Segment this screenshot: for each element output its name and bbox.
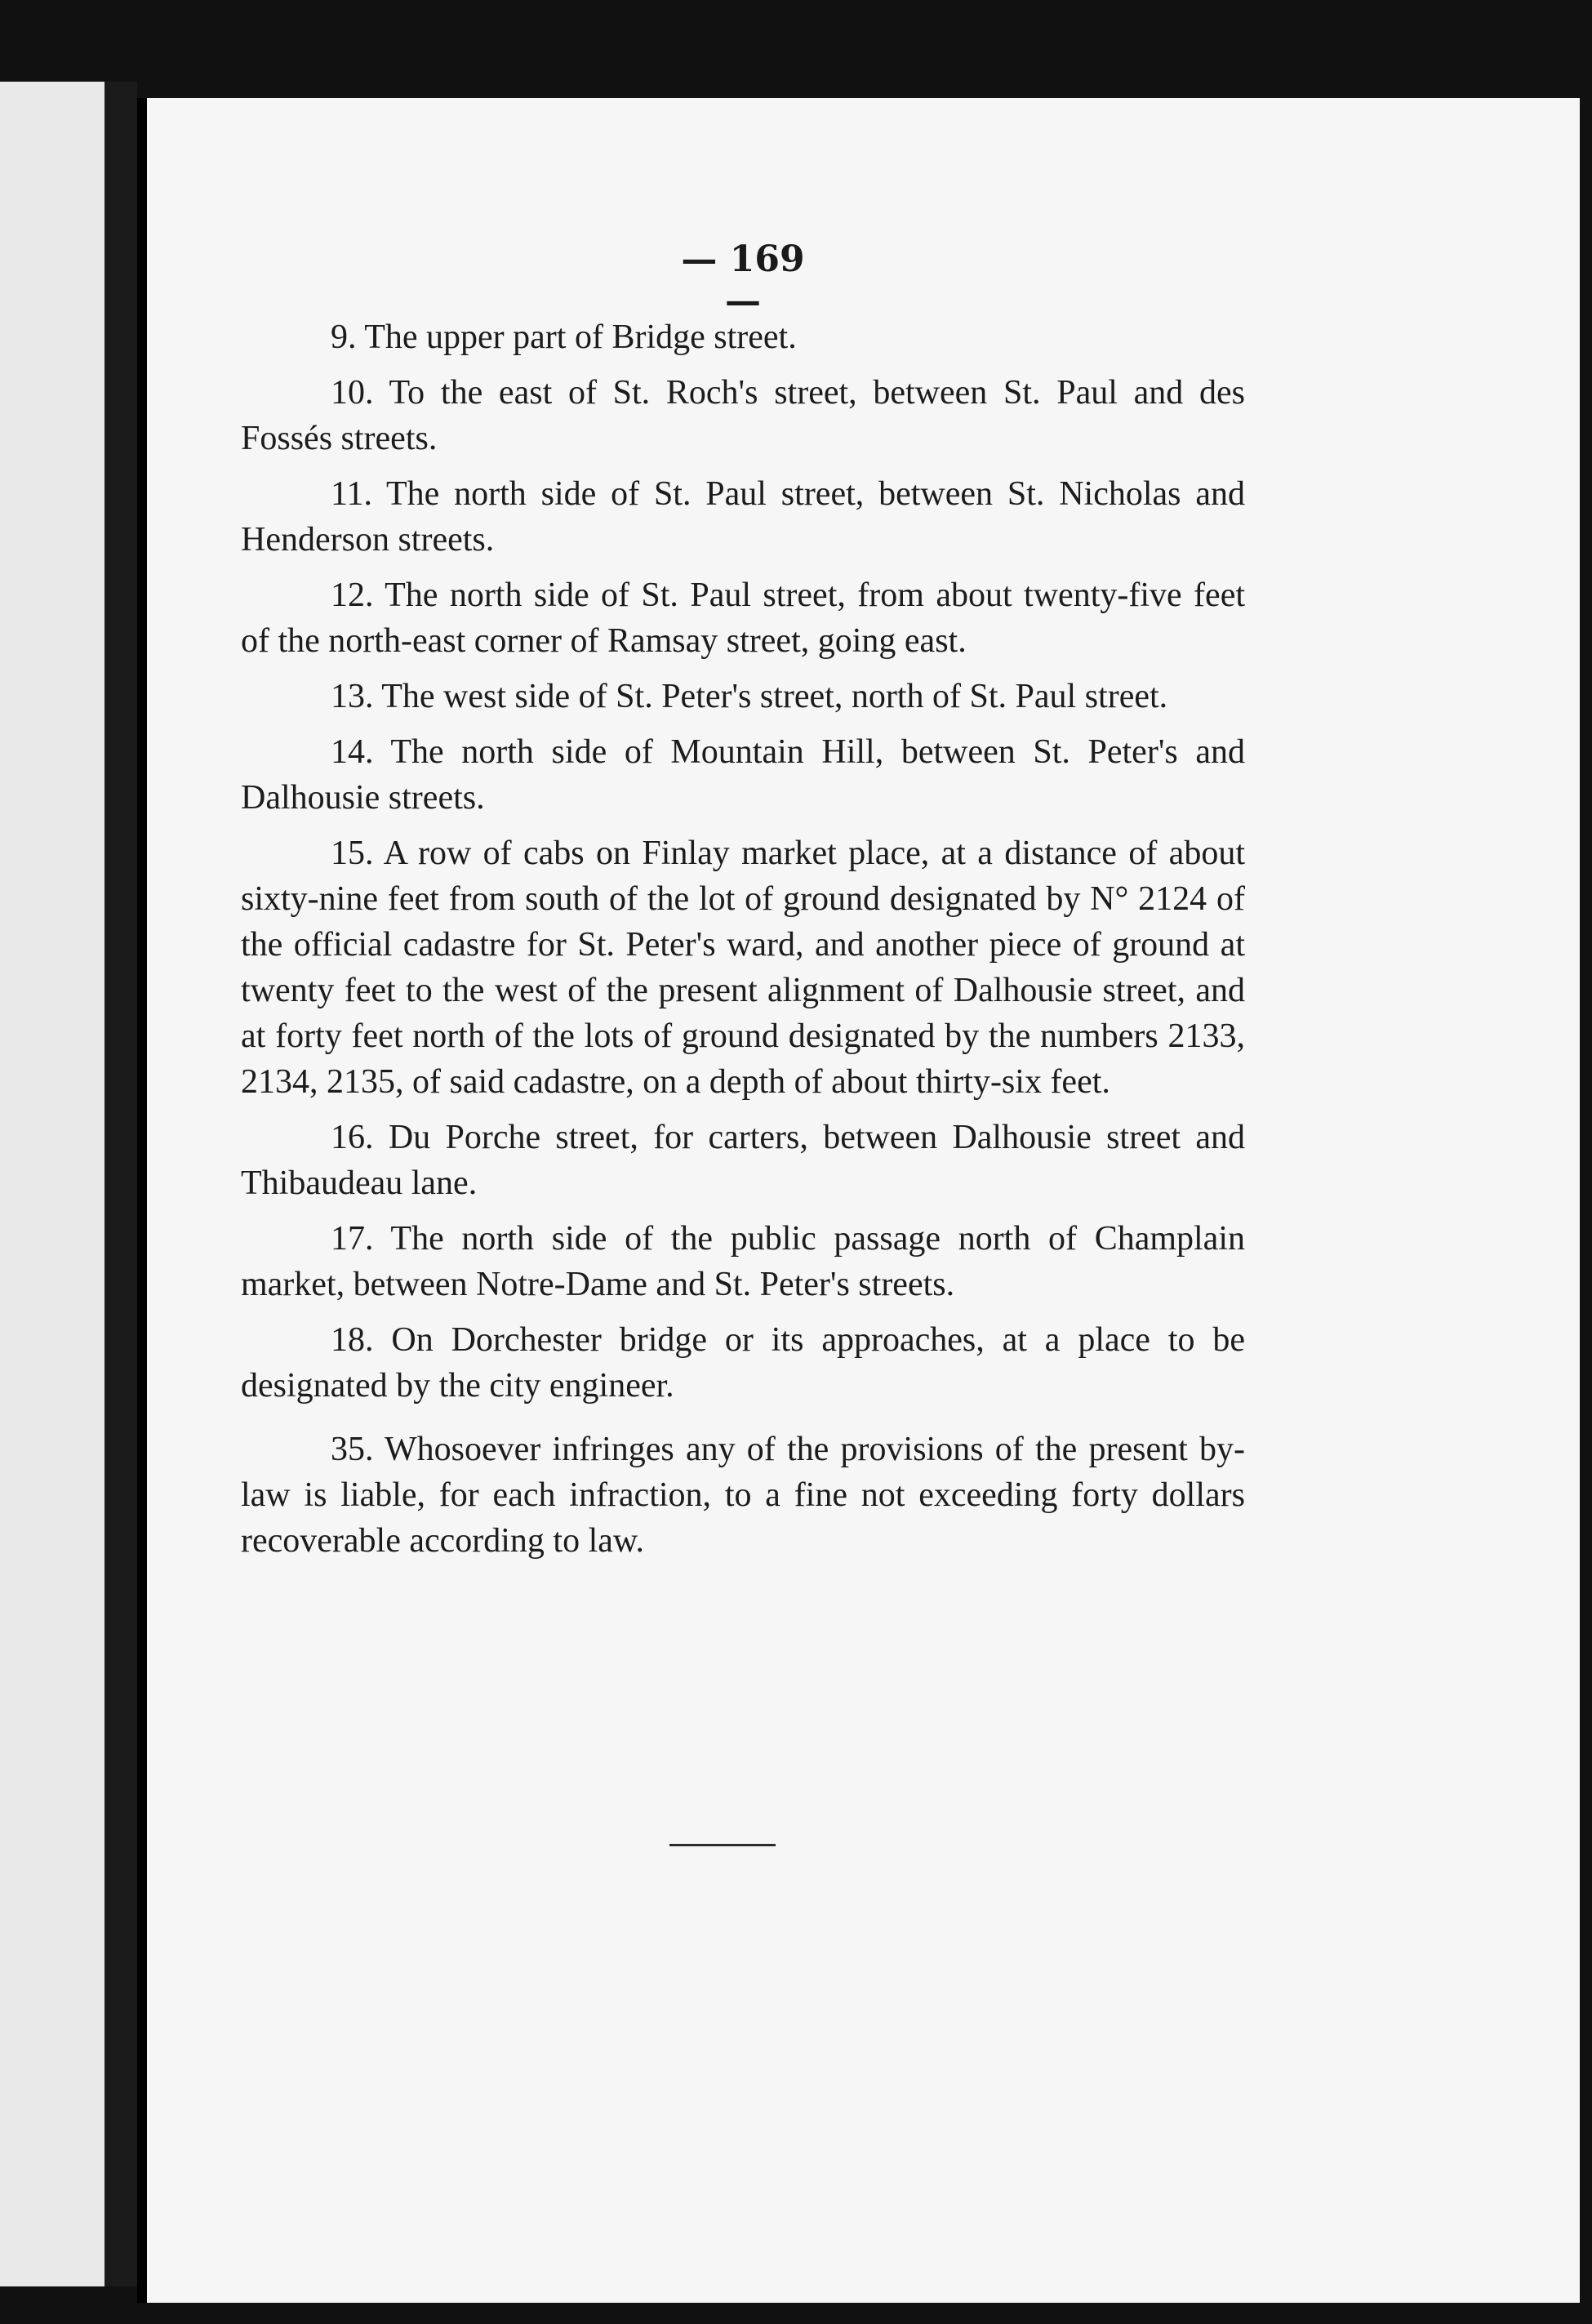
book-gutter	[105, 82, 137, 2286]
body-text	[241, 314, 1245, 1574]
paragraph-item-15: 15. A row of cabs on Finlay market place, at a distance of about sixty-nine feet from south of the lot of ground designated by N° 2124 of the official cadastre for St. Peter's ward, and another piece of ground at twenty feet to the west of the present alignment of Dalhousie street, and at forty feet north of the lots of ground designated by the numbers 2133, 2134, 2135, of said cadastre, on a depth of about thirty-six feet.	[241, 835, 1245, 1101]
page-number: — 169 —	[681, 238, 805, 322]
paragraph-item-12: 12. The north side of St. Paul street, from about twenty-five feet of the north-east corner of Ramsay street, going east.	[241, 577, 1245, 660]
facing-page-edge	[0, 82, 106, 2286]
end-rule	[669, 1844, 776, 1846]
section-35: 35. Whosoever infringes any of the provisions of the present by-law is liable, for each infraction, to a fine not exceeding forty dollars recoverable according to law.	[241, 1431, 1245, 1560]
paragraph-item-10: 10. To the east of St. Roch's street, between St. Paul and des Fossés streets.	[241, 374, 1245, 457]
paragraph-item-14: 14. The north side of Mountain Hill, between St. Peter's and Dalhousie streets.	[241, 733, 1245, 817]
paragraph-item-13: 13. The west side of St. Peter's street, north of St. Paul street.	[331, 678, 1168, 715]
paragraph-item-9: 9. The upper part of Bridge street.	[331, 318, 797, 356]
paragraph-item-17: 17. The north side of the public passage north of Champlain market, between Notre-Dame and St. Peter's streets.	[241, 1220, 1245, 1303]
paragraph-item-11: 11. The north side of St. Paul street, between St. Nicholas and Henderson streets.	[241, 475, 1245, 559]
paragraph-item-18: 18. On Dorchester bridge or its approaches, at a place to be designated by the city engineer.	[241, 1321, 1245, 1405]
paragraph-item-16: 16. Du Porche street, for carters, between Dalhousie street and Thibaudeau lane.	[241, 1119, 1245, 1202]
